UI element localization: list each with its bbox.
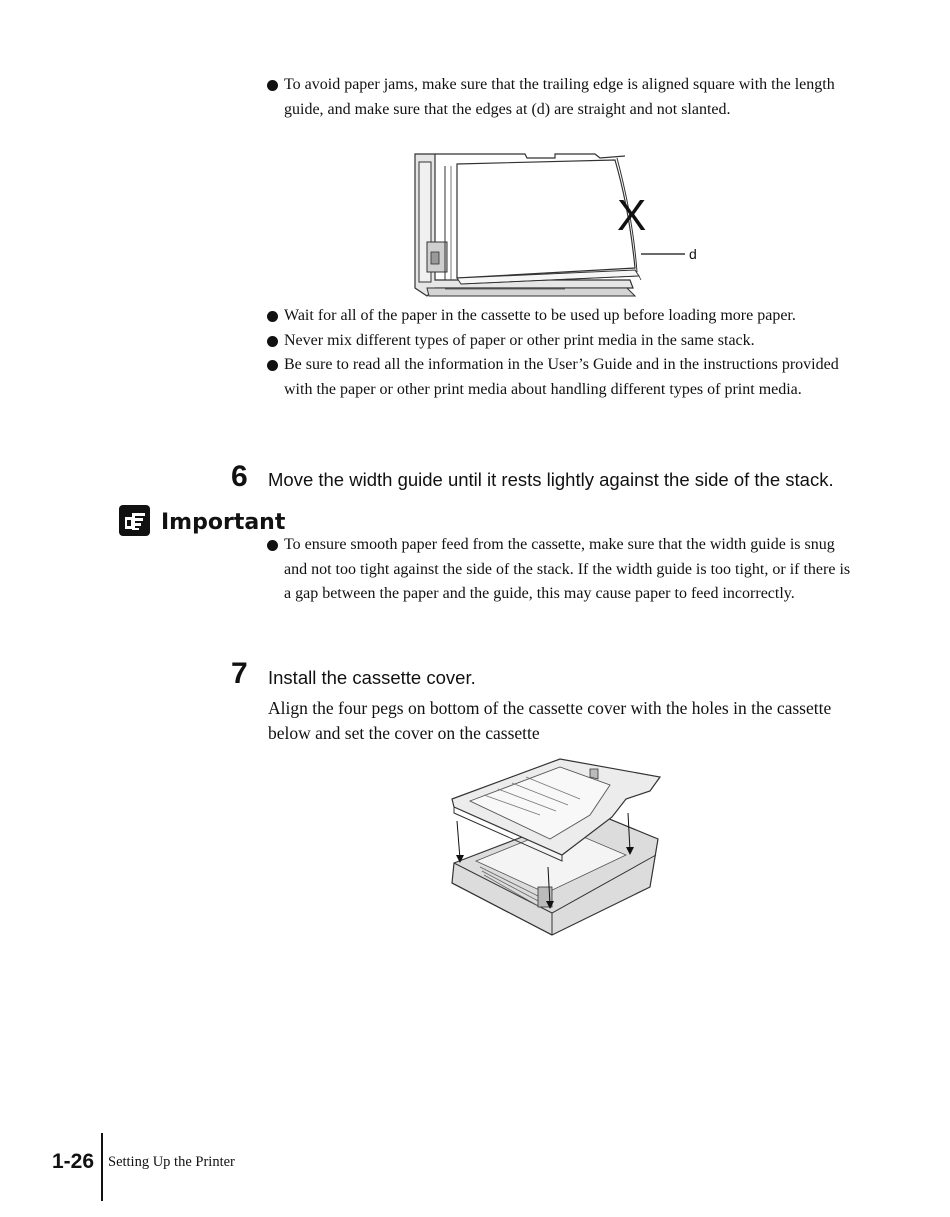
loading-tips-bullets xyxy=(267,304,857,402)
x-mark: X xyxy=(617,191,647,240)
step-instruction: Move the width guide until it rests lightly against the side of the stack. xyxy=(268,469,834,490)
pointing-hand-icon xyxy=(119,505,150,536)
important-bullets xyxy=(267,533,857,607)
cassette-slanted-paper-figure xyxy=(405,148,705,300)
footer-divider xyxy=(101,1133,103,1201)
step-body: Align the four pegs on bottom of the cassette cover with the holes in the cassette below and set the cover on the cassette xyxy=(268,698,832,743)
label-d: d xyxy=(689,246,697,262)
footer-section-title: Setting Up the Printer xyxy=(108,1154,235,1170)
bullet-icon xyxy=(267,360,278,371)
bullet-icon xyxy=(267,336,278,347)
list-item: To avoid paper jams, make sure that the trailing edge is aligned square with the length guide, and make sure that the edges at (d) are straight and not slanted. xyxy=(267,73,857,122)
step-number: 6 xyxy=(231,460,248,493)
cassette-cover-install-figure xyxy=(440,755,670,945)
step-instruction: Install the cassette cover. xyxy=(268,667,476,688)
list-item: Never mix different types of paper or other print media in the same stack. xyxy=(267,329,857,354)
list-item: Be sure to read all the information in the User’s Guide and in the instructions provided with the paper or other print media about handling different types of print media. xyxy=(267,353,857,402)
bullet-icon xyxy=(267,311,278,322)
paper-alignment-bullets xyxy=(267,73,857,122)
page-number: 1-26 xyxy=(52,1150,95,1173)
list-item: Wait for all of the paper in the cassette to be used up before loading more paper. xyxy=(267,304,857,329)
list-item: To ensure smooth paper feed from the cassette, make sure that the width guide is snug and not too tight against the side of the stack. If the width guide is too tight, or if there is a gap between the paper and the guide, this may cause paper to feed incorrectly. xyxy=(267,533,857,607)
bullet-icon xyxy=(267,80,278,91)
important-heading: Important xyxy=(161,510,286,535)
step-number: 7 xyxy=(231,657,248,690)
bullet-icon xyxy=(267,540,278,551)
